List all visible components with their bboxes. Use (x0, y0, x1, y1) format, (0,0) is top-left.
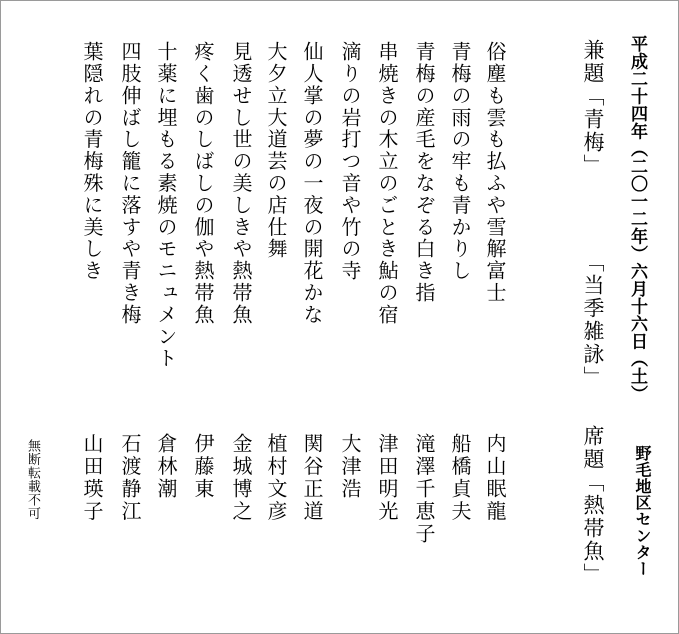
haiku-poem: 四肢伸ばし籠に落すや青き梅 (118, 41, 142, 326)
haiku-poem: 見透せし世の美しきや熱帯魚 (229, 41, 253, 326)
haiku-poem: 青梅の産毛をなぞる白き指 (412, 41, 436, 304)
haiku-author: 大津浩 (338, 433, 362, 501)
haiku-author: 内山眠龍 (483, 433, 507, 523)
haiku-poem: 俗塵も雲も払ふや雪解富士 (483, 41, 507, 304)
haiku-author: 倉林潮 (154, 433, 178, 501)
venue-name: 野毛地区センター (633, 445, 652, 577)
haiku-author: 石渡静江 (118, 433, 142, 523)
haiku-poem: 十薬に埋もる素焼のモニュメント (154, 41, 178, 370)
haiku-author: 関谷正道 (300, 433, 324, 523)
haiku-poem: 疼く歯のしばしの伽や熱帯魚 (191, 41, 215, 326)
haiku-author: 植村文彦 (264, 433, 288, 523)
haiku-poem: 葉隠れの青梅殊に美しき (80, 41, 104, 282)
haiku-author: 山田瑛子 (80, 433, 104, 523)
haiku-poem: 仙人掌の夢の一夜の開花かな (300, 41, 324, 326)
haiku-author: 金城博之 (229, 433, 253, 523)
haiku-poem: 青梅の雨の牢も青かりし (448, 41, 472, 282)
copyright-notice: 無断転載不可 (25, 439, 40, 520)
combined-topic: 兼題「青梅」 (581, 39, 605, 177)
seasonal-topic: 「当季雑詠」 (581, 251, 605, 389)
haiku-author: 滝澤千恵子 (412, 433, 436, 546)
haiku-poem: 串焼きの木立のごとき鮎の宿 (375, 41, 399, 326)
haiku-author: 伊藤東 (191, 433, 215, 501)
session-date: 平成二十四年（二〇一二年）六月十六日（土） (627, 35, 647, 403)
haiku-poem: 滴りの岩打つ音や竹の寺 (338, 41, 362, 282)
seat-topic: 席題「熱帯魚」 (581, 425, 605, 586)
haiku-poem: 大夕立大道芸の店仕舞 (264, 41, 288, 260)
haiku-author: 船橋貞夫 (448, 433, 472, 523)
haiku-author: 津田明光 (375, 433, 399, 523)
